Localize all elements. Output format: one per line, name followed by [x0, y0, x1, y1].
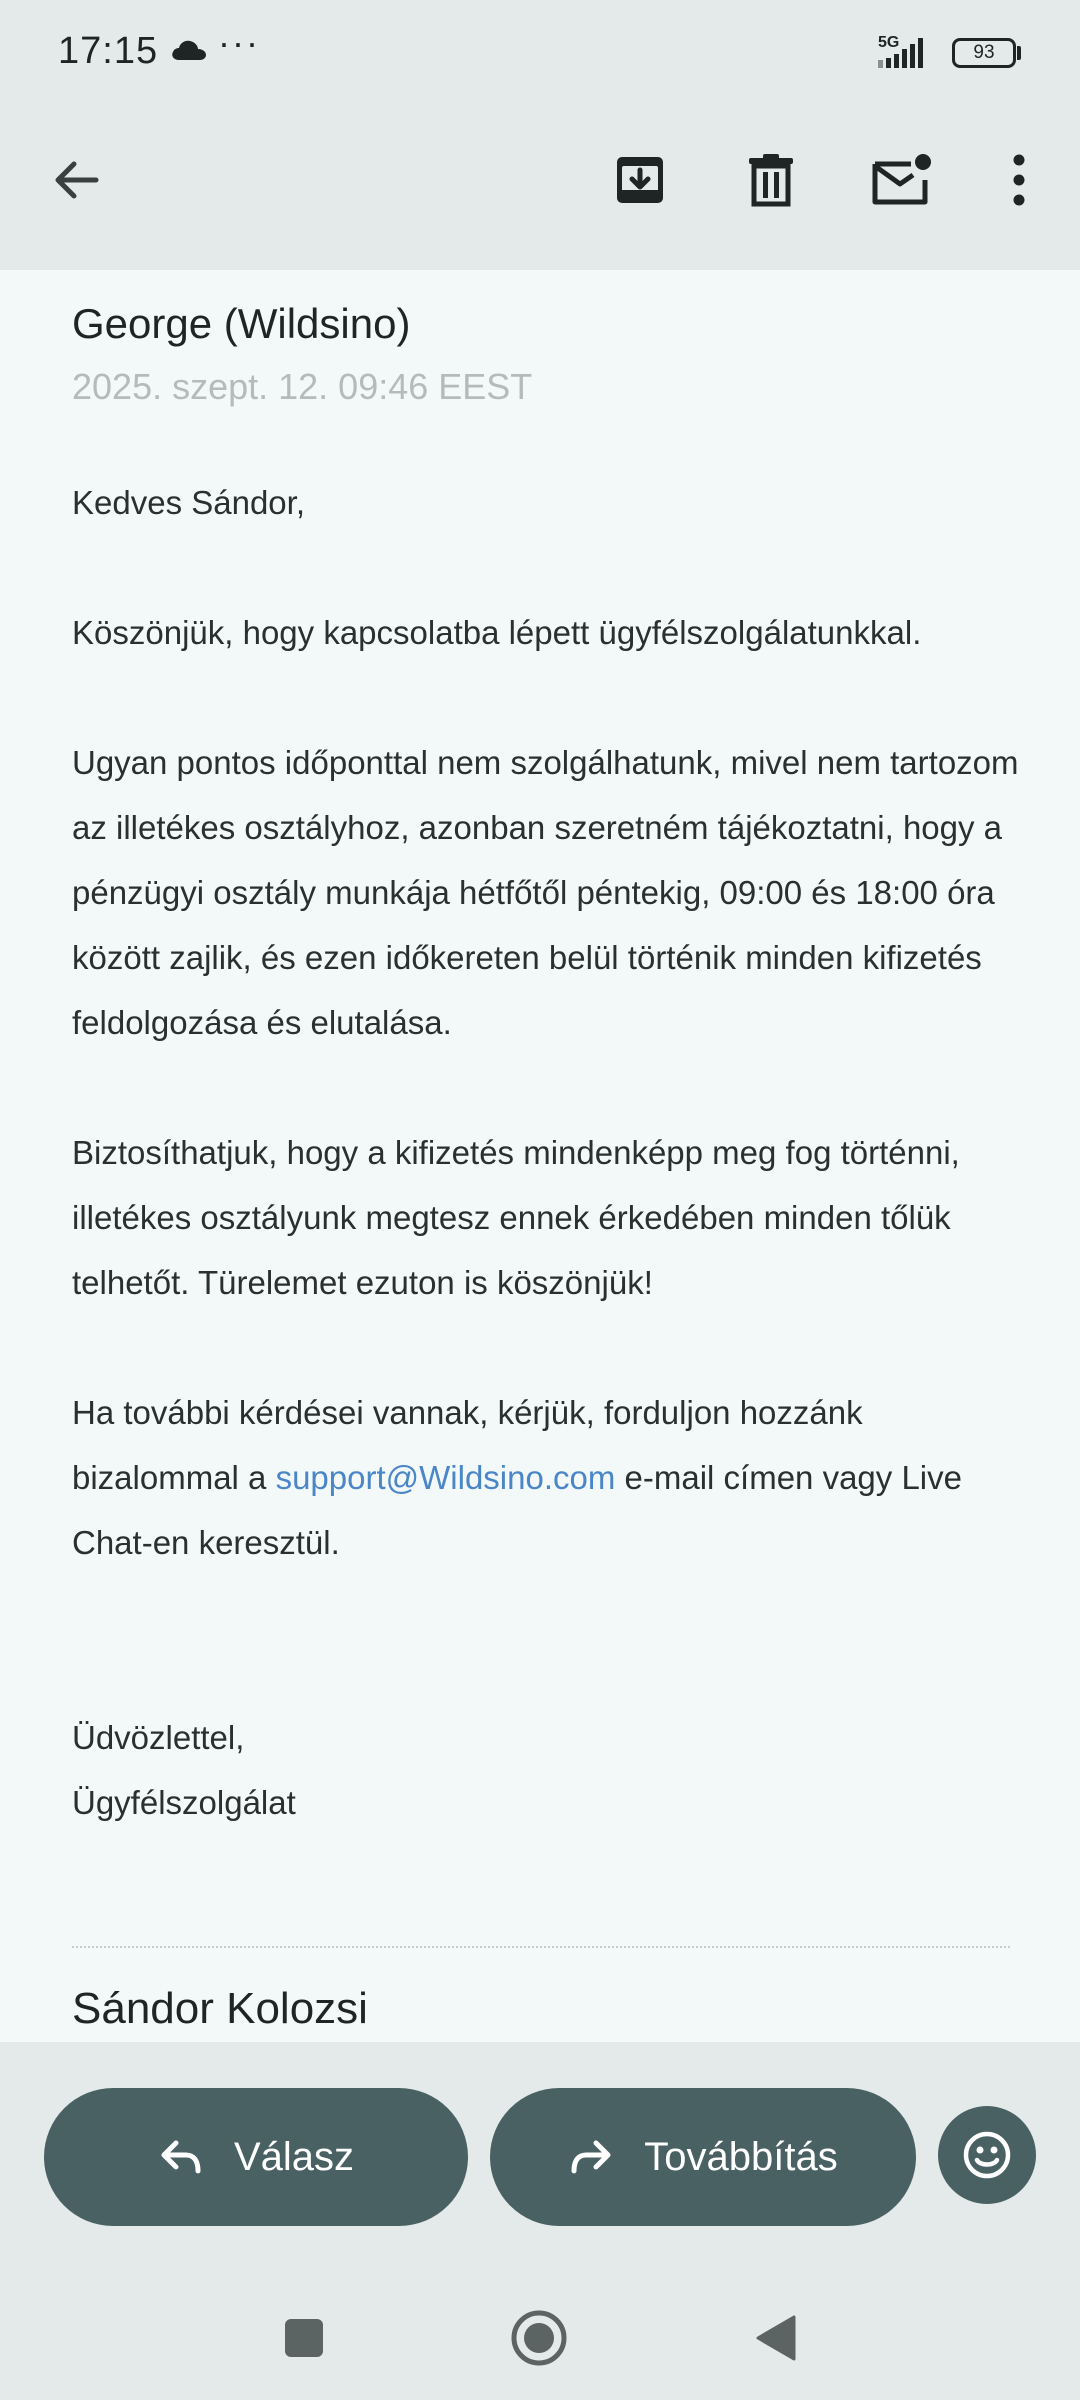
back-button[interactable] [36, 140, 116, 220]
recents-button[interactable] [272, 2306, 336, 2370]
signature: Ügyfélszolgálat [72, 1784, 296, 1821]
mark-unread-button[interactable] [862, 140, 942, 220]
paragraph-4-text-after: e-mail címen vagy Live Chat-en keresztül. [72, 1459, 962, 1561]
battery-level: 93 [973, 42, 995, 63]
status-bar [0, 0, 1080, 110]
more-options-button[interactable] [979, 140, 1059, 220]
square-icon [284, 2318, 324, 2358]
status-time: 17:15 [58, 30, 159, 72]
home-button[interactable] [507, 2306, 571, 2370]
greeting: Kedves Sándor, [72, 484, 305, 521]
email-body [72, 470, 1032, 1835]
reply-button[interactable] [44, 2088, 468, 2226]
forward-icon [568, 2137, 614, 2177]
cloud-icon [170, 38, 208, 62]
support-email-link[interactable]: support@Wildsino.com [275, 1459, 616, 1496]
message-divider [72, 1946, 1010, 1948]
paragraph-3: Biztosíthatjuk, hogy a kifizetés mindenképp meg fog történni, illetékes osztályunk megtesz ennek érkedében minden tőlük telhetőt. Türelemet ezuton is köszönjük! [72, 1134, 960, 1301]
emoji-reaction-button[interactable] [938, 2106, 1036, 2204]
signal-icon [876, 34, 942, 74]
back-arrow-icon [50, 154, 102, 206]
battery-icon [952, 38, 1016, 68]
status-more-dots: ··· [218, 22, 260, 63]
more-vert-icon [1009, 154, 1029, 206]
paragraph-1: Köszönjük, hogy kapcsolatba lépett ügyfélszolgálatunkkal. [72, 614, 922, 651]
forward-button[interactable] [490, 2088, 916, 2226]
sender-line [72, 300, 410, 348]
reply-icon [158, 2137, 204, 2177]
network-type-label: 5G [878, 34, 900, 51]
sender-org: (Wildsino) [223, 300, 411, 347]
home-circle-icon [509, 2308, 569, 2368]
closing: Üdvözlettel, [72, 1719, 245, 1756]
forward-label: Továbbítás [644, 2134, 838, 2179]
email-date: 2025. szept. 12. 09:46 EEST [72, 366, 533, 407]
archive-icon [612, 152, 668, 208]
email-content [0, 270, 1080, 2042]
paragraph-2: Ugyan pontos időponttal nem szolgálhatunk, mivel nem tartozom az illetékes osztályhoz, azonban szeretném tájékoztatni, hogy a pénzügyi osztály munkája hétfőtől péntekig, 09:00 és 18:00 óra között zajlik, és ezen időkereten belül történik minden kifizetés feldolgozása és elutalása. [72, 744, 1019, 1041]
next-message-sender[interactable]: Sándor Kolozsi [72, 1984, 368, 2033]
archive-button[interactable] [600, 140, 680, 220]
triangle-back-icon [754, 2314, 798, 2362]
sender-name: George [72, 300, 213, 347]
reply-label: Válasz [233, 2134, 355, 2179]
mark-unread-icon [871, 152, 933, 208]
paragraph-4-text-before: Ha további kérdései vannak, kérjük, forduljon hozzánk bizalommal a [72, 1394, 863, 1496]
back-nav-button[interactable] [744, 2306, 808, 2370]
battery-tip [1017, 46, 1021, 60]
smiley-icon [961, 2129, 1013, 2181]
delete-button[interactable] [731, 140, 811, 220]
trash-icon [745, 152, 797, 208]
paragraph-4 [72, 1380, 1032, 1575]
